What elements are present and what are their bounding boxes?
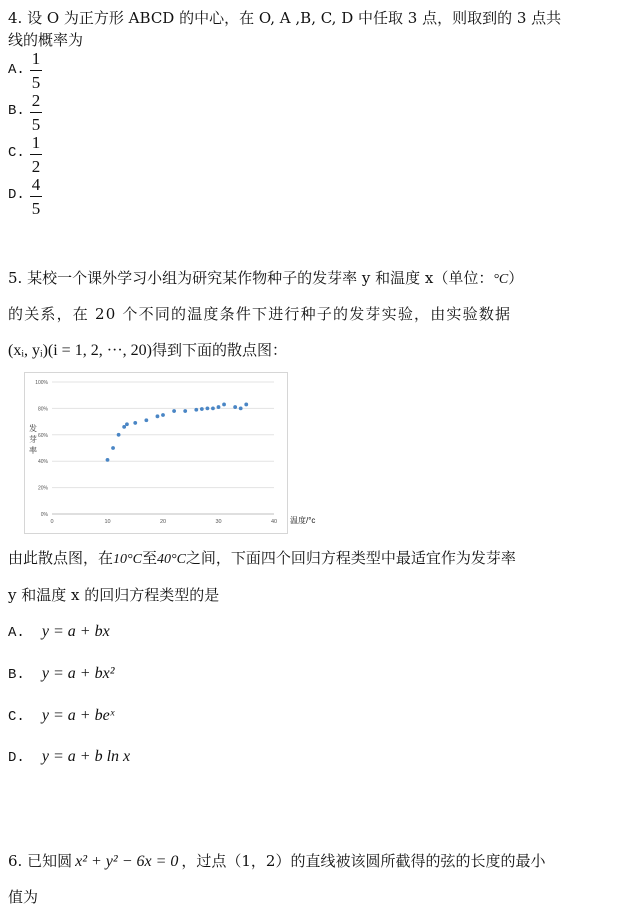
text: 至 (141, 549, 157, 567)
q5-line1 (8, 268, 523, 290)
x-tick-label: 10 (104, 519, 111, 525)
data-point (239, 407, 243, 411)
y-tick-label: 60% (37, 432, 48, 439)
x-axis-title: 温度/°c (290, 516, 316, 525)
denominator: 5 (31, 199, 41, 218)
q5-option-d (8, 746, 130, 766)
y-axis-title-char: 芽 (29, 435, 37, 444)
text: ，过点（1，2）的直线被该圆所截得的弦的长度的最小 (181, 852, 546, 870)
q5-after2: y 和温度 x 的回归方程类型的是 (8, 586, 220, 604)
data-point (211, 407, 215, 411)
scatter-chart (25, 373, 287, 533)
data-point (206, 407, 210, 411)
q5-line3 (8, 340, 287, 361)
fraction (30, 92, 42, 134)
text: 由此散点图，在 (8, 549, 114, 567)
q5-option-c (8, 705, 114, 725)
q5-option-a (8, 621, 110, 641)
q5-after1 (8, 548, 516, 570)
data-point (144, 418, 148, 422)
option-letter: A. (8, 62, 25, 78)
q5-line3-text: 得到下面的散点图： (152, 341, 288, 359)
fraction (30, 176, 42, 218)
data-point (156, 414, 160, 418)
numerator: 2 (31, 91, 41, 110)
y-tick-label: 40% (37, 459, 48, 466)
text: 6. 已知圆 (8, 852, 73, 870)
data-notation: (xᵢ, yᵢ)(i = 1, 2, ···, 20) (8, 342, 152, 359)
y-tick-label: 80% (37, 406, 48, 413)
option-letter: D. (8, 187, 25, 203)
option-expression: y = a + b ln x (41, 748, 131, 765)
data-point (194, 408, 198, 412)
option-letter: A. (8, 625, 25, 641)
q6-line2: 值为 (8, 888, 39, 906)
data-point (122, 425, 126, 429)
data-point (172, 409, 176, 413)
y-axis-title-char: 率 (29, 446, 37, 455)
numerator: 1 (31, 133, 41, 152)
option-expression: y = a + beˣ (41, 707, 115, 724)
data-point (106, 458, 110, 462)
data-point (200, 407, 204, 411)
fraction (30, 50, 42, 92)
q6-line1 (8, 851, 545, 872)
x-tick-label: 40 (270, 519, 278, 525)
temp-40: 40°C (156, 552, 186, 567)
q5-line1-text: 5. 某校一个课外学习小组为研究某作物种子的发芽率 y 和温度 x（单位： (8, 269, 494, 287)
data-point (217, 405, 221, 409)
q5-option-b (8, 663, 115, 683)
data-point (244, 403, 248, 407)
denominator: 5 (31, 73, 41, 92)
x-tick-label: 30 (215, 519, 222, 525)
data-point (125, 422, 129, 426)
scatter-chart-frame (24, 372, 288, 534)
data-point (222, 403, 226, 407)
data-point (183, 409, 187, 413)
data-point (111, 446, 115, 450)
denominator: 2 (31, 157, 41, 176)
option-letter: C. (8, 145, 25, 161)
fraction (30, 134, 42, 176)
numerator: 4 (31, 175, 41, 194)
circle-equation: x² + y² − 6x = 0 (75, 853, 179, 870)
text: 之间，下面四个回归方程类型中最适宜作为发芽率 (185, 549, 516, 567)
data-point (233, 405, 237, 409)
temp-10: 10°C (113, 552, 142, 567)
y-tick-label: 100% (35, 380, 48, 386)
y-tick-label: 20% (37, 485, 48, 492)
data-point (161, 413, 165, 417)
q5-line1-close: ） (508, 269, 524, 287)
option-letter: B. (8, 667, 25, 683)
option-letter: D. (8, 750, 25, 766)
q5-line2: 的关系，在 20 个不同的温度条件下进行种子的发芽实验，由实验数据 (8, 305, 512, 323)
unit-celsius: °C (493, 272, 509, 287)
x-tick-label: 0 (50, 519, 54, 525)
data-point (117, 433, 121, 437)
option-expression: y = a + bx² (41, 665, 115, 682)
y-tick-label: 0% (40, 512, 48, 518)
option-letter: B. (8, 103, 25, 119)
data-point (133, 421, 137, 425)
q4-line2: 线的概率为 (8, 31, 84, 49)
option-letter: C. (8, 709, 25, 725)
x-tick-label: 20 (159, 519, 167, 525)
y-axis-title-char: 发 (29, 424, 37, 433)
numerator: 1 (31, 49, 41, 68)
option-expression: y = a + bx (41, 623, 110, 640)
q4-line1: 4. 设 O 为正方形 ABCD 的中心，在 O, A ,B, C, D 中任取 3 点，则取到的 3 点共 (8, 9, 562, 27)
denominator: 5 (31, 115, 41, 134)
